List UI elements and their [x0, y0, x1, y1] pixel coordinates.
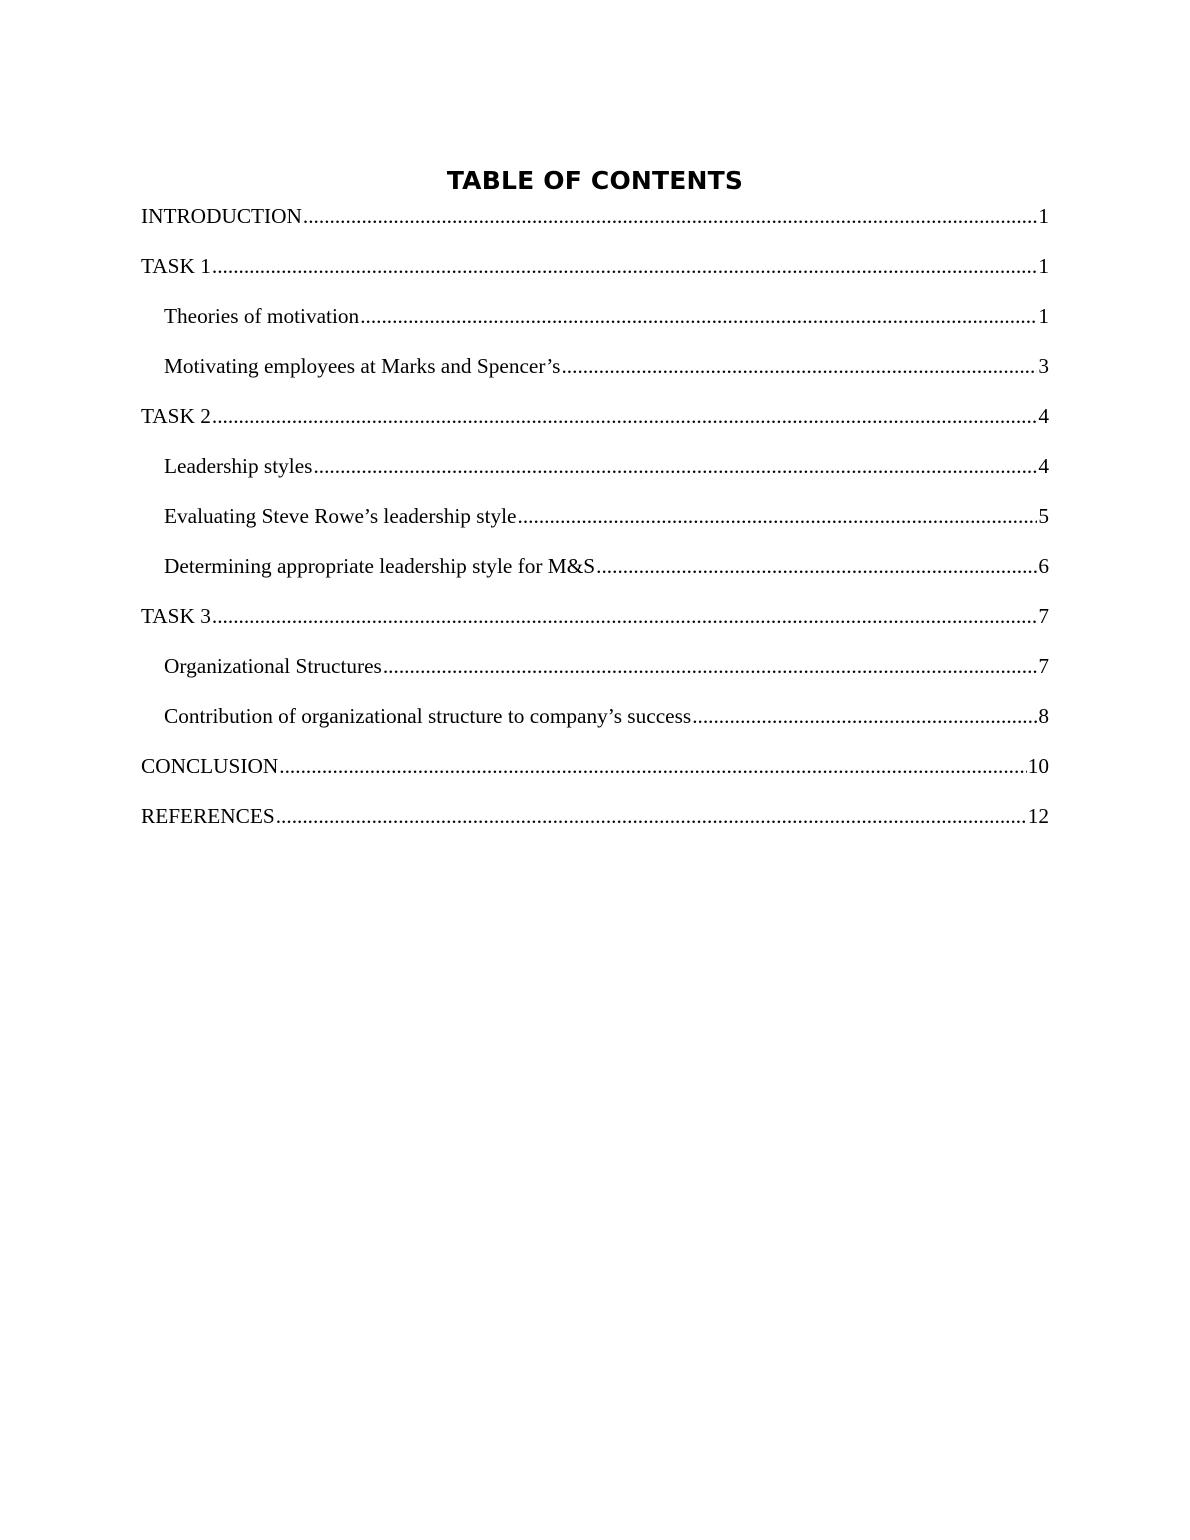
toc-entry-page: 1 [1038, 254, 1049, 278]
toc-entry-label: REFERENCES [141, 804, 275, 828]
toc-entry-page: 12 [1027, 804, 1049, 828]
toc-entry-task-1[interactable] [141, 250, 1049, 300]
toc-entry-label: Theories of motivation [164, 304, 360, 328]
toc-dot-leader [212, 400, 1037, 433]
toc-entry-page: 8 [1038, 704, 1049, 728]
toc-entry-label: INTRODUCTION [141, 204, 302, 228]
toc-entry-organizational-structures[interactable] [141, 650, 1049, 700]
toc-entry-task-2[interactable] [141, 400, 1049, 450]
toc-entry-label: Organizational Structures [164, 654, 382, 678]
toc-entry-page: 3 [1038, 354, 1049, 378]
toc-dot-leader [360, 300, 1037, 333]
toc-entry-page: 4 [1038, 454, 1049, 478]
toc-entry-page: 5 [1038, 504, 1049, 528]
toc-entry-page: 4 [1038, 404, 1049, 428]
toc-entry-label: Evaluating Steve Rowe’s leadership style [164, 504, 517, 528]
toc-entry-motivating-employees[interactable] [141, 350, 1049, 400]
toc-entry-task-3[interactable] [141, 600, 1049, 650]
toc-dot-leader [212, 600, 1037, 633]
toc-entry-label: CONCLUSION [141, 754, 279, 778]
toc-dot-leader [518, 500, 1038, 533]
toc-dot-leader [303, 200, 1037, 233]
toc-list [141, 200, 1049, 850]
toc-entry-label: TASK 1 [141, 254, 211, 278]
toc-entry-references[interactable] [141, 800, 1049, 850]
toc-entry-label: Contribution of organizational structure to company’s success [164, 704, 692, 728]
toc-entry-page: 6 [1038, 554, 1049, 578]
toc-entry-page: 7 [1038, 654, 1049, 678]
toc-entry-introduction[interactable] [141, 200, 1049, 250]
toc-entry-label: Leadership styles [164, 454, 313, 478]
toc-entry-page: 1 [1038, 204, 1049, 228]
toc-entry-evaluating-leadership[interactable] [141, 500, 1049, 550]
toc-dot-leader [596, 550, 1037, 583]
toc-dot-leader [212, 250, 1037, 283]
toc-entry-theories-of-motivation[interactable] [141, 300, 1049, 350]
toc-title: TABLE OF CONTENTS [446, 166, 744, 195]
toc-entry-label: TASK 2 [141, 404, 211, 428]
toc-dot-leader [279, 750, 1026, 783]
toc-dot-leader [276, 800, 1027, 833]
toc-entry-contribution-structure[interactable] [141, 700, 1049, 750]
toc-entry-page: 7 [1038, 604, 1049, 628]
toc-entry-conclusion[interactable] [141, 750, 1049, 800]
toc-dot-leader [692, 700, 1037, 733]
toc-entry-label: TASK 3 [141, 604, 211, 628]
toc-dot-leader [313, 450, 1037, 483]
toc-entry-leadership-styles[interactable] [141, 450, 1049, 500]
toc-entry-label: Determining appropriate leadership style for M&S [164, 554, 596, 578]
toc-dot-leader [561, 350, 1037, 383]
toc-entry-page: 10 [1027, 754, 1049, 778]
toc-dot-leader [383, 650, 1038, 683]
toc-entry-determining-leadership[interactable] [141, 550, 1049, 600]
toc-entry-page: 1 [1038, 304, 1049, 328]
toc-entry-label: Motivating employees at Marks and Spencer’s [164, 354, 561, 378]
